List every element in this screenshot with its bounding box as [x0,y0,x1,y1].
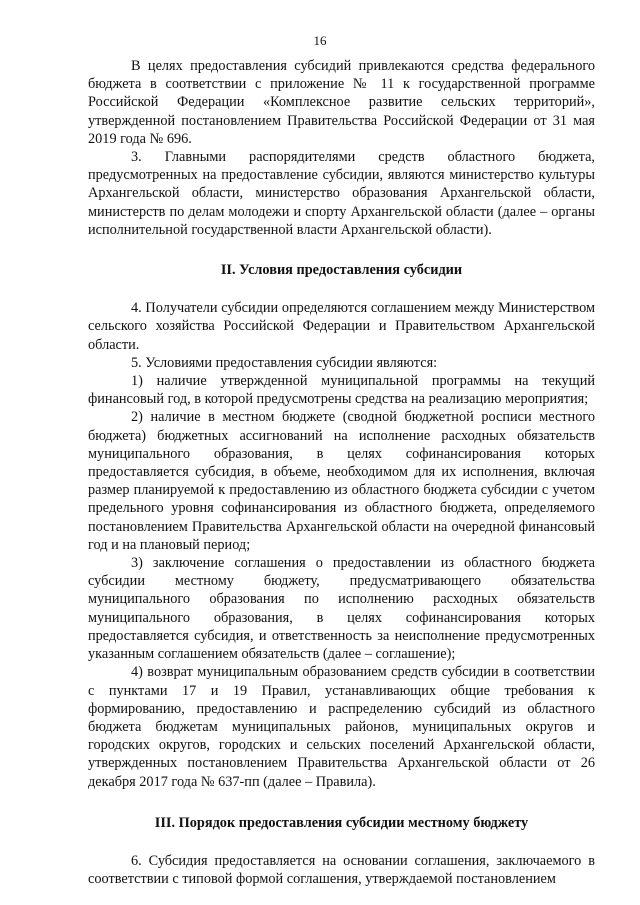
paragraph-federal-funds: В целях предоставления субсидий привлекаются средства федерального бюджета в соответствии с приложение № 11 к государственной программе Российской Федерации «Комплексное развитие сельских территорий», утвержденной постановлением Правительства Российской Федерации от 31 мая 2019 года № 696. [88,58,595,147]
document-body [88,57,595,888]
paragraph-5-conditions: 5. Условиями предоставления субсидии являются: [131,354,438,371]
condition-3: 3) заключение соглашения о предоставлении из областного бюджета субсидии местному бюджету, предусматривающего обязательства муниципального образования по исполнению расходных обязательств муниципального образования, в целях софинансирования которых предоставляется субсидия, и ответственность за неисполнение предусмотренных указанным соглашением обязательств (далее – соглашение); [88,555,595,663]
section-2-heading: II. Условия предоставления субсидии [220,262,463,279]
condition-1: 1) наличие утвержденной муниципальной программы на текущий финансовый год, в которой предусмотрены средства на реализацию мероприятия; [88,373,595,408]
page-number: 16 [313,33,327,48]
paragraph-3-administrators: 3. Главными распорядителями средств областного бюджета, предусмотренных на предоставление субсидии, являются министерство культуры Архангельской области, министерство образования Архангельской области, министерств по делам молодежи и спорту Архангельской области (далее – органы исполнительной государственной власти Архангельской области). [88,149,595,238]
condition-2: 2) наличие в местном бюджете (сводной бюджетной росписи местного бюджета) бюджетных ассигнований на исполнение расходных обязательств муниципального образования, в целях софинансирования которых предоставляется субсидия, в объеме, необходимом для их исполнения, включая размер планируемой к предоставлению из областного бюджета субсидии с учетом предельного уровня софинансирования из областного бюджета, определяемого постановлением Правительства Архангельской области на очередной финансовый год и на плановый период; [88,409,595,553]
condition-4: 4) возврат муниципальным образованием средств субсидии в соответствии с пунктами 17 и 19 Правил, устанавливающих общие требования к формированию, предоставлению и распределению субсидий из областного бюджета бюджетам муниципальных районов, муниципальных округов и городских округов, городских и сельских поселений Архангельской области, утвержденных постановлением Правительства Архангельской области от 26 декабря 2017 года № 637-пп (далее – Правила). [88,664,595,790]
paragraph-6-agreement: 6. Субсидия предоставляется на основании соглашения, заключаемого в соответствии с типовой формой соглашения, утверждаемой постановлением [88,852,595,888]
section-3-heading: III. Порядок предоставления субсидии местному бюджету [154,814,529,831]
paragraph-4-recipients: 4. Получатели субсидии определяются соглашением между Министерством сельского хозяйства Российской Федерации и Правительством Архангельской области. [88,300,595,353]
